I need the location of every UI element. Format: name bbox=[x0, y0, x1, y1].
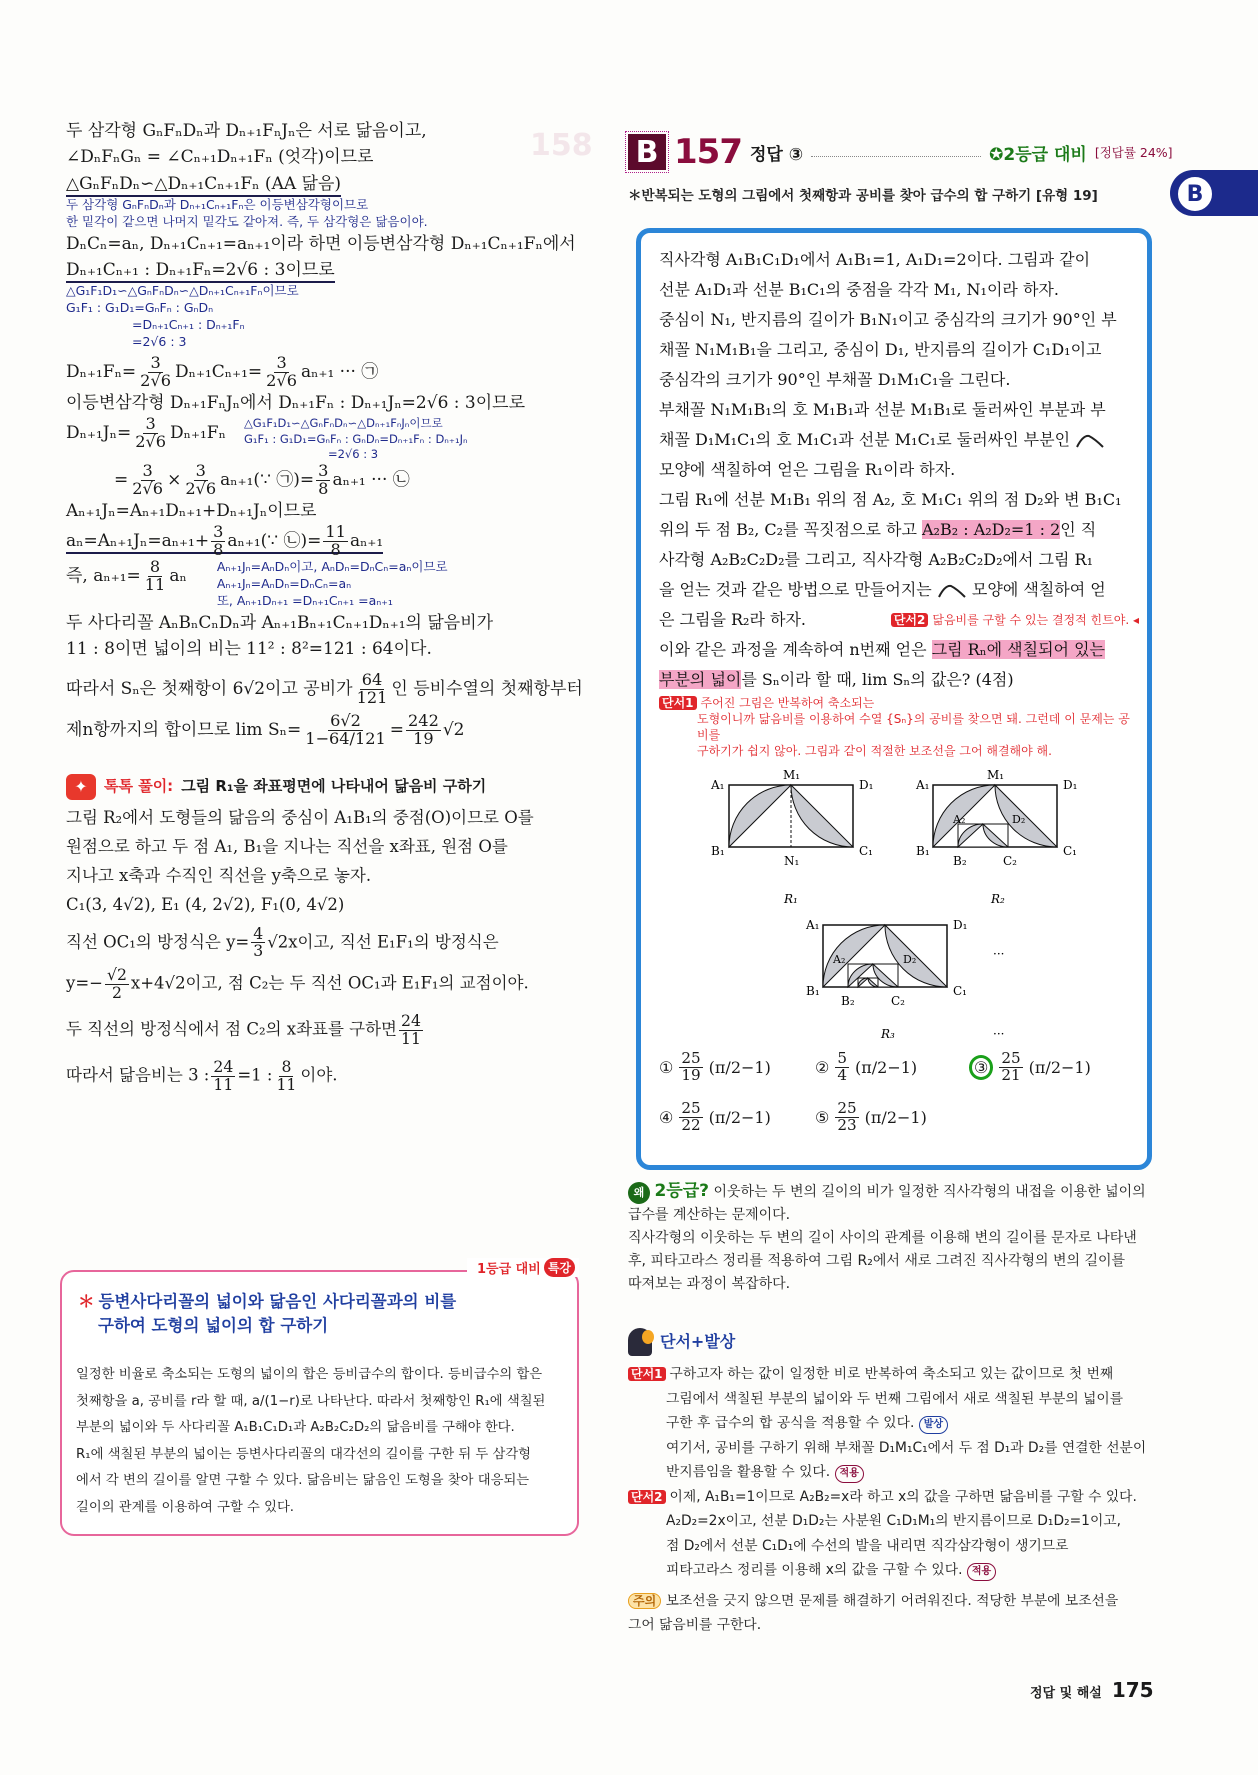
right-column-header bbox=[628, 132, 1188, 204]
note-line: △G₁F₁D₁∽△GₙFₙDₙ∽△Dₙ₊₁FₙJₙ이므로 bbox=[243, 416, 443, 431]
apply-pill: 적용 bbox=[835, 1465, 864, 1483]
tip-body bbox=[66, 804, 576, 1093]
equation-5: 즉, aₙ₊₁= $\frac{8}{11}$ aₙ bbox=[66, 556, 187, 594]
tag-badge: 특강 bbox=[544, 1258, 575, 1277]
svg-text:D₁: D₁ bbox=[1063, 778, 1078, 792]
page-footer bbox=[1030, 1678, 1154, 1702]
svg-text:C₂: C₂ bbox=[891, 994, 905, 1008]
clue-2-tag: 단서2 bbox=[628, 1490, 666, 1504]
text-line: 두 직선의 방정식에서 점 C₂의 x좌표를 구하면 $\frac{24}{11}$ bbox=[66, 1011, 421, 1048]
correct-rate: [정답률 24%] bbox=[1094, 145, 1173, 160]
highlighted-ratio: A₂B₂ : A₂D₂=1 : 2 bbox=[922, 520, 1061, 539]
correct-answer-circle: ③ bbox=[969, 1055, 993, 1080]
question-number: 157 bbox=[674, 132, 742, 172]
svg-text:R₁: R₁ bbox=[784, 892, 798, 906]
footer-label: 정답 및 해설 bbox=[1030, 1686, 1102, 1701]
apply-pill: 적용 bbox=[967, 1563, 996, 1581]
note-line: G₁F₁ : G₁D₁=GₙFₙ : GₙDₙ bbox=[66, 300, 214, 316]
svg-text:B₁: B₁ bbox=[711, 844, 725, 858]
question-box bbox=[636, 228, 1152, 1170]
note-line: G₁F₁ : G₁D₁=GₙFₙ : GₙDₙ=Dₙ₊₁Fₙ : Dₙ₊₁Jₙ bbox=[243, 431, 468, 446]
dotted-leader bbox=[811, 156, 981, 157]
level-badge: B bbox=[628, 134, 666, 170]
lightbulb-head-icon bbox=[628, 1328, 652, 1356]
svg-text:C₁: C₁ bbox=[953, 984, 967, 998]
blue-annotation bbox=[66, 283, 576, 351]
text-line: 그림 R₂에서 도형들의 닮음의 중심이 A₁B₁의 중점(O)이므로 O를 bbox=[66, 808, 534, 828]
svg-text:M₁: M₁ bbox=[987, 768, 1005, 782]
equation-3: = $\frac{3}{2√6}$ × $\frac{3}{2√6}$ aₙ₊₁(∵ ㉠)= $\frac{3}{8}$ aₙ₊₁ ··· ㉡ bbox=[114, 460, 410, 498]
figure-r2 bbox=[915, 768, 1077, 906]
tip-title: 그림 R₁을 좌표평면에 나타내어 닮음비 구하기 bbox=[181, 777, 487, 796]
special-title: ＊ 등변사다리꼴의 넓이와 닮음인 사다리꼴과의 비를 구하여 도형의 넓이의 합 구하기 bbox=[78, 1292, 457, 1335]
text-line: 원점으로 하고 두 점 A₁, B₁을 지나는 직선을 x좌표, 원점 O를 bbox=[66, 836, 508, 856]
choice-3-correct[interactable]: ③ $\frac{25}{21}$ (π/2−1) bbox=[969, 1051, 1091, 1084]
text-line: C₁(3, 4√2), E₁ (4, 2√2), F₁(0, 4√2) bbox=[66, 894, 345, 914]
underlined-statement: Dₙ₊₁Cₙ₊₁ : Dₙ₊₁Fₙ=2√6 : 3이므로 bbox=[66, 260, 335, 283]
tag-label: 1등급 대비 bbox=[477, 1262, 541, 1277]
tip-header bbox=[66, 774, 576, 800]
magic-wand-icon: ✦ bbox=[66, 774, 96, 800]
text-line: ∠DₙFₙGₙ = ∠Cₙ₊₁Dₙ₊₁Fₙ (엇각)이므로 bbox=[66, 147, 374, 168]
section-side-tab[interactable] bbox=[1170, 170, 1258, 216]
svg-text:D₂: D₂ bbox=[903, 953, 917, 966]
blue-annotation bbox=[217, 559, 448, 610]
blue-annotation bbox=[244, 416, 468, 463]
clue-1-tag: 단서1 bbox=[628, 1367, 666, 1381]
text-line: Aₙ₊₁Jₙ=Aₙ₊₁Dₙ₊₁+Dₙ₊₁Jₙ이므로 bbox=[66, 500, 317, 521]
underlined-statement: △GₙFₙDₙ∽△Dₙ₊₁Cₙ₊₁Fₙ (AA 닮음) bbox=[66, 174, 341, 197]
svg-text:A₁: A₁ bbox=[806, 918, 820, 932]
svg-text:A₂: A₂ bbox=[953, 813, 966, 826]
svg-text:B₂: B₂ bbox=[953, 854, 967, 868]
choice-2[interactable]: ② $\frac{5}{4}$ (π/2−1) bbox=[815, 1049, 918, 1084]
svg-text:C₁: C₁ bbox=[859, 844, 873, 858]
limit-result: 제n항까지의 합이므로 lim Sₙ= $\frac{6√2}{1-64/121}$ = $\frac{242}{19}$ √2 bbox=[66, 711, 465, 749]
tip-label: 톡톡 풀이: bbox=[104, 777, 174, 796]
clue-idea-section: 단서+발상 단서1 구하고자 하는 값이 일정한 비로 반복하여 축소되고 있는 값이므로 첫 번째 그림에서 색칠된 부분의 넓이와 두 번째 그림에서 새로 색칠된 부분의 넓이를 구한 후 급수의 합 공식을 적용할 수 있다. 발상 여기서, 공비를 구하기 위해 부채꼴 D₁M₁C₁에서 두 점 D₁과 D₂를 연결한 선분이 반지름임을 활용할 수 있다. 적용 단서2 이제, A₁B₁=1이므로 A₂B₂=x라 하고 x의 값을 구하면 닮음비를 구할 수 있다. A₂D₂=2x이고, 선분 D₁D₂는 사분원 C₁D₁M₁의 반지름이므로 D₁D₂=1이고, 점 D₂에서 선분 C₁D₁에 수선의 발을 내리면 직각삼각형이 생기므로 피타고라스 정리를 이용해 x의 값을 구할 수 있다. 적용 주의 보조선을 긋지 않으면 문제를 해결하기 어려워진다. 적당한 부분에 보조선을 그어 닮음비를 구한다. bbox=[628, 1328, 1163, 1638]
text-line: 직선 OC₁의 방정식은 y= $\frac{4}{3}$ √2x이고, 직선 E₁F₁의 방정식은 bbox=[66, 923, 499, 960]
svg-text:D₂: D₂ bbox=[1012, 813, 1026, 826]
svg-text:C₂: C₂ bbox=[1003, 854, 1017, 868]
equation-2: Dₙ₊₁Jₙ= $\frac{3}{2√6}$ Dₙ₊₁Fₙ bbox=[66, 414, 226, 452]
why-badge: 왜 bbox=[628, 1182, 650, 1204]
question-text: 직사각형 A₁B₁C₁D₁에서 A₁B₁=1, A₁D₁=2이다. 그림과 같이 선분 A₁D₁과 선분 B₁C₁의 중점을 각각 M₁, N₁이라 하자. 중심이 N₁, 반지름의 길이가 B₁N₁이고 중심각의 크기가 90°인 부 채꼴 N₁M₁B₁을 그리고, 중심이 D₁, 반지름의 길이가 C₁D₁이고 중심각의 크기가 90°인 부채꼴 D₁M₁C₁을 그린다. 부채꼴 N₁M₁B₁의 호 M₁B₁과 선분 M₁B₁로 둘러싸인 부분과 부 채꼴 D₁M₁C₁의 호 M₁C₁과 선분 M₁C₁로 둘러싸인 부분인 모양에 색칠하여 얻은 그림을 R₁이라 하자. 그림 R₁에 선분 M₁B₁ 위의 점 A₂, 호 M₁C₁ 위의 점 D₂와 변 B₁C₁ 위의 두 점 B₂, C₂를 꼭짓점으로 하고 A₂B₂ : A₂D₂=1 : 2인 직 사각형 A₂B₂C₂D₂를 그리고, 직사각형 A₂B₂C₂D₂에서 그림 R₁ 을 얻는 것과 같은 방법으로 만들어지는 모양에 색칠하여 얻 은 그림을 R₂라 하자. 단서2 닮음비를 구할 수 있는 결정적 힌트야. ◂ 이와 같은 과정을 계속하여 n번째 얻은 그림 Rₙ에 색칠되어 있는 부분의 넓이를 Sₙ이라 할 때, lim Sₙ의 값은? (4점) 단서1 주어진 그림은 반복하여 축소되는 도형이니까 닮음비를 이용하여 수열 {Sₙ}의 공비를 찾으면 돼. 그런데 이 문제는 공비를 구하기가 쉽지 않아. 그림과 같이 적절한 보조선을 그어 해결해야 해. bbox=[659, 250, 1139, 758]
svg-text:C₁: C₁ bbox=[1063, 844, 1077, 858]
text-line: 지나고 x축과 수직인 직선을 y축으로 놓자. bbox=[66, 865, 372, 885]
svg-text:M₁: M₁ bbox=[783, 768, 801, 782]
svg-text:D₁: D₁ bbox=[859, 778, 874, 792]
note-line: 두 삼각형 GₙFₙDₙ과 Dₙ₊₁Cₙ₊₁Fₙ은 이등변삼각형이므로 bbox=[66, 197, 369, 213]
bleed-through: 158 bbox=[530, 128, 593, 163]
svg-text:B₁: B₁ bbox=[916, 844, 930, 858]
shaded-shape-icon bbox=[1075, 433, 1105, 449]
problem-type: ＊반복되는 도형의 그림에서 첫째항과 공비를 찾아 급수의 합 구하기 [유형 19] bbox=[628, 188, 1098, 204]
special-lecture-box bbox=[60, 1261, 579, 1536]
text-line: 따라서 닮음비는 3 : $\frac{24}{11}$ =1 : $\frac{8}{11}$ 이야. bbox=[66, 1057, 338, 1094]
note-line: △G₁F₁D₁∽△GₙFₙDₙ∽△Dₙ₊₁Cₙ₊₁Fₙ이므로 bbox=[66, 283, 299, 299]
why-grade-section: 왜 2등급? 이웃하는 두 변의 길이의 비가 일정한 직사각형의 내접을 이용한 넓이의 급수를 계산하는 문제이다. 직사각형의 이웃하는 두 변의 길이 사이의 관계를 이용해 변의 길이를 문자로 나타낸 후, 피타고라스 정리를 적용하여 그림 R₂에서 새로 그려진 직사각형의 변의 길이를 따져보는 과정이 복잡하다. bbox=[628, 1181, 1146, 1292]
choice-5[interactable]: ⑤ $\frac{25}{23}$ (π/2−1) bbox=[815, 1099, 927, 1134]
page-number: 175 bbox=[1111, 1678, 1154, 1702]
svg-text:R₃: R₃ bbox=[881, 1027, 895, 1041]
caution-tag: 주의 bbox=[628, 1593, 661, 1609]
equation-4: aₙ=Aₙ₊₁Jₙ=aₙ₊₁+ $\frac{3}{8}$ aₙ₊₁(∵ ㉡)= $\frac{11}{8}$ aₙ₊₁ bbox=[66, 522, 384, 559]
svg-text:R₂: R₂ bbox=[991, 892, 1005, 906]
svg-text:N₁: N₁ bbox=[784, 854, 800, 868]
text-line: DₙCₙ=aₙ, Dₙ₊₁Cₙ₊₁=aₙ₊₁이라 하면 이등변삼각형 Dₙ₊₁Cₙ₊₁Fₙ에서 bbox=[66, 233, 576, 254]
note-line: 한 밑각이 같으면 나머지 밑각도 같아져. 즉, 두 삼각형은 닮음이야. bbox=[66, 213, 428, 229]
choice-4[interactable]: ④ $\frac{25}{22}$ (π/2−1) bbox=[659, 1099, 771, 1134]
note-line: =2√6 : 3 bbox=[327, 447, 379, 462]
svg-text:A₂: A₂ bbox=[833, 953, 846, 966]
grade-label: ✪2등급 대비 bbox=[989, 144, 1087, 165]
text-line: y=− $\frac{√2}{2}$ x+4√2이고, 점 C₂는 두 직선 OC₁과 E₁F₁의 교점이야. bbox=[66, 965, 529, 1002]
shaded-shape-icon bbox=[937, 583, 967, 599]
equation-1: Dₙ₊₁Fₙ= $\frac{3}{2√6}$ Dₙ₊₁Cₙ₊₁= $\frac{3}{2√6}$ aₙ₊₁ ··· ㉠ bbox=[66, 352, 379, 390]
note-line: Aₙ₊₁Jₙ=AₙDₙ=DₙCₙ=aₙ bbox=[216, 575, 352, 591]
figure-r3 bbox=[805, 918, 1004, 1041]
note-line: =Dₙ₊₁Cₙ₊₁ : Dₙ₊₁Fₙ bbox=[132, 317, 245, 333]
note-line: 또, Aₙ₊₁Dₙ₊₁ =Dₙ₊₁Cₙ₊₁ =aₙ₊₁ bbox=[216, 592, 393, 608]
text-line: 두 삼각형 GₙFₙDₙ과 Dₙ₊₁FₙJₙ은 서로 닮음이고, bbox=[66, 121, 427, 141]
left-column bbox=[66, 118, 583, 1094]
svg-text:A₁: A₁ bbox=[916, 778, 930, 792]
svg-text:···: ··· bbox=[993, 1027, 1005, 1041]
text-line: 이등변삼각형 Dₙ₊₁FₙJₙ에서 Dₙ₊₁Fₙ : Dₙ₊₁Jₙ=2√6 : 3이므로 bbox=[66, 392, 526, 413]
note-line: =2√6 : 3 bbox=[132, 334, 187, 350]
asterisk-icon: ＊ bbox=[78, 1292, 95, 1311]
choice-1[interactable]: ① $\frac{25}{19}$ (π/2−1) bbox=[659, 1049, 771, 1084]
figure-r1 bbox=[710, 768, 873, 906]
svg-text:B₁: B₁ bbox=[806, 984, 820, 998]
side-tab-letter: B bbox=[1176, 175, 1214, 213]
text-line: 따라서 Sₙ은 첫째항이 6√2이고 공비가 $\frac{64}{121}$ 인 등비수열의 첫째항부터 bbox=[66, 670, 583, 708]
text-line: 11 : 8이면 넓이의 비는 11² : 8²=121 : 64이다. bbox=[66, 638, 432, 659]
hint-2: 단서2 닮음비를 구할 수 있는 결정적 힌트야. ◂ bbox=[891, 612, 1139, 628]
figure-diagrams bbox=[641, 753, 1147, 1053]
idea-pill: 발상 bbox=[919, 1416, 948, 1434]
special-tag bbox=[467, 1258, 579, 1277]
answer-label: 정답 ③ bbox=[749, 144, 804, 165]
idea-title: 단서+발상 bbox=[660, 1331, 736, 1351]
svg-text:D₁: D₁ bbox=[953, 918, 968, 932]
text-line: 두 사다리꼴 AₙBₙCₙDₙ과 Aₙ₊₁Bₙ₊₁Cₙ₊₁Dₙ₊₁의 닮음비가 bbox=[66, 612, 494, 633]
special-body: 일정한 비율로 축소되는 도형의 넓이의 합은 등비급수의 합이다. 등비급수의 합은 첫째항을 a, 공비를 r라 할 때, a/(1−r)로 나타난다. 따라서 첫째항인 R₁에 색칠된 부분의 넓이와 두 사다리꼴 A₁B₁C₁D₁과 A₂B₂C₂D₂의 닮음비를 구해야 한다. R₁에 색칠된 부분의 넓이는 등변사다리꼴의 대각선의 길이를 구한 뒤 두 삼각형 에서 각 변의 길이를 알면 구할 수 있다. 닮음비는 닮음인 도형을 찾아 대응되는 길이의 관계를 이용하여 구할 수 있다. bbox=[76, 1367, 546, 1515]
svg-text:···: ··· bbox=[993, 947, 1005, 961]
svg-text:A₁: A₁ bbox=[711, 778, 725, 792]
hint-1: 단서1 주어진 그림은 반복하여 축소되는 도형이니까 닮음비를 이용하여 수열 {Sₙ}의 공비를 찾으면 돼. 그런데 이 문제는 공비를 구하기가 쉽지 않아. 그림과 같이 적절한 보조선을 그어 해결해야 해. bbox=[659, 695, 1139, 759]
why-title: 2등급? bbox=[654, 1181, 709, 1201]
note-line: Aₙ₊₁Jₙ=AₙDₙ이고, AₙDₙ=DₙCₙ=aₙ이므로 bbox=[216, 558, 448, 574]
blue-annotation bbox=[66, 197, 576, 231]
svg-text:B₂: B₂ bbox=[841, 994, 855, 1008]
